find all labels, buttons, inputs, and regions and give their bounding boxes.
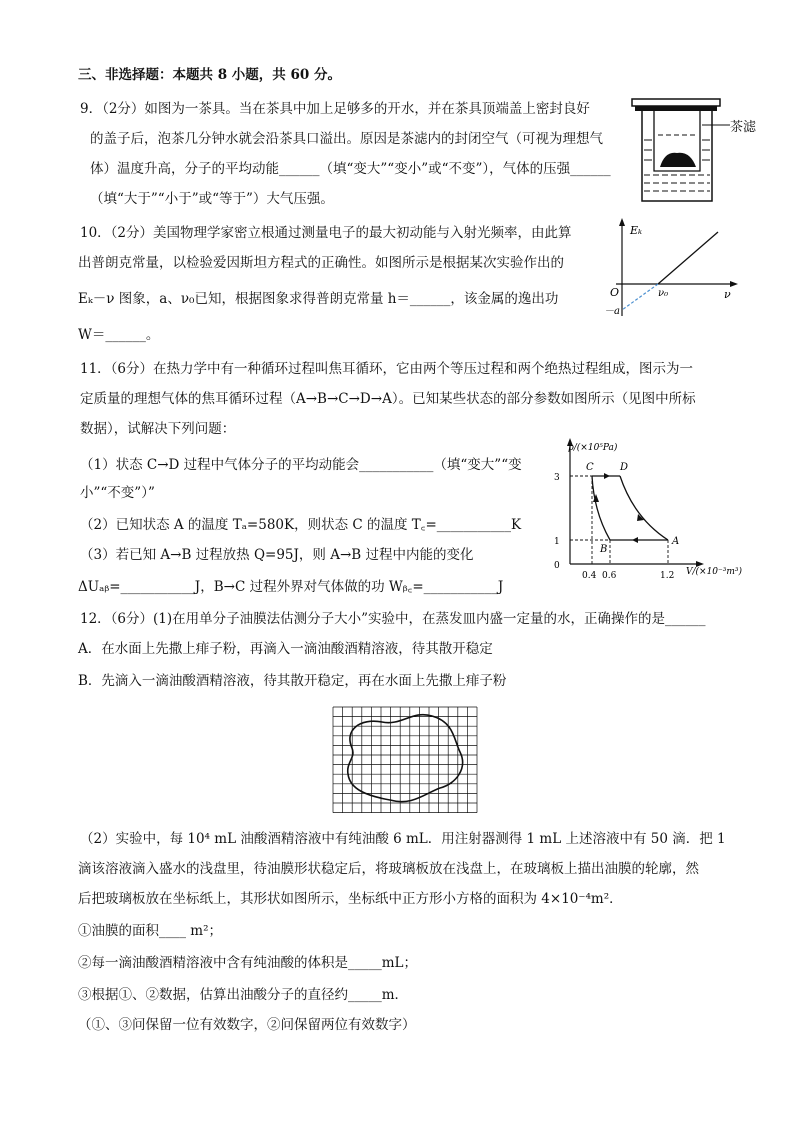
x-tick-12: 1.2 bbox=[660, 571, 675, 581]
x-tick-04: 0.4 bbox=[582, 571, 597, 581]
q11-sub-1b: 小”“不变”）” bbox=[80, 485, 155, 501]
oil-film-grid-figure bbox=[330, 704, 480, 814]
ek-v-graph bbox=[600, 212, 740, 324]
q9-line-4: （填“大于”“小于”或“等于”）大气压强。 bbox=[90, 191, 334, 207]
neg-a-label: －a bbox=[604, 306, 620, 317]
tea-leaves bbox=[660, 153, 696, 167]
ek-axis-label: Eₖ bbox=[630, 224, 643, 237]
q10-line-3: Eₖ－ν 图象，a、ν₀已知，根据图象求得普朗克常量 h＝______，该金属的逸出功 bbox=[78, 291, 559, 307]
q12-option-b: B．先滴入一滴油酸酒精溶液，待其散开稳定，再在水面上先撒上痱子粉 bbox=[78, 673, 507, 689]
q12-line-1: 12．（6分）(1)在用单分子油膜法估测分子大小”实验中，在蒸发皿内盛一定量的水，正确操作的是______ bbox=[80, 611, 706, 627]
point-b-label: B bbox=[600, 544, 608, 555]
section-title: 三、非选择题：本题共 8 小题，共 60 分。 bbox=[78, 67, 341, 83]
q9-line-2: 的盖子后，泡茶几分钟水就会沿茶具口溢出。原因是茶滤内的封闭空气（可视为理想气 bbox=[90, 131, 603, 147]
y-tick-3: 3 bbox=[554, 473, 560, 483]
q10-line-4: W＝______。 bbox=[78, 327, 160, 343]
q9-line-3: 体）温度升高，分子的平均动能______（填“变大”“变小”或“不变”），气体的压强______ bbox=[90, 161, 611, 177]
origin-label: O bbox=[610, 286, 620, 299]
x-tick-06: 0.6 bbox=[602, 571, 617, 581]
q10-line-2: 出普朗克常量，以检验爱因斯坦方程式的正确性。如图所示是根据某次实验作出的 bbox=[78, 255, 564, 271]
q10-line-1: 10．（2分）美国物理学家密立根通过测量电子的最大初动能与入射光频率，由此算 bbox=[80, 225, 572, 241]
tea-filter-label: 茶滤 bbox=[730, 120, 757, 135]
point-a-label: A bbox=[672, 536, 680, 547]
q12-item-3: ③根据①、②数据，估算出油酸分子的直径约_____m． bbox=[78, 987, 409, 1003]
q12-note: （①、③问保留一位有效数字，②问保留两位有效数字） bbox=[78, 1017, 416, 1033]
y-tick-1: 1 bbox=[554, 537, 560, 547]
q11-line-3: 数据），试解决下列问题： bbox=[80, 421, 236, 437]
q12-item-1: ①油膜的面积____ m²； bbox=[78, 923, 223, 939]
p-axis-label: p/(×10⁵Pa) bbox=[568, 443, 618, 453]
oil-film-outline bbox=[348, 715, 463, 802]
q12-part2-line-1: （2）实验中，每 10⁴ mL 油酸酒精溶液中有纯油酸 6 mL．用注射器测得 1 mL 上述溶液中有 50 滴．把 1 bbox=[80, 831, 726, 847]
q9-line-1: 9．（2分）如图为一茶具。当在茶具中加上足够多的开水，并在茶具顶端盖上密封良好 bbox=[80, 101, 590, 117]
q11-sub-1a: （1）状态 C→D 过程中气体分子的平均动能会___________（填“变大”“变 bbox=[80, 457, 522, 473]
nu0-label: ν₀ bbox=[658, 288, 669, 299]
pv-graph bbox=[548, 432, 770, 582]
y-tick-0: 0 bbox=[554, 561, 560, 571]
q12-part2-line-2: 滴该溶液滴入盛水的浅盘里，待油膜形状稳定后，将玻璃板放在浅盘上，在玻璃板上描出油膜的轮廓，然 bbox=[78, 861, 699, 877]
q12-item-2: ②每一滴油酸酒精溶液中含有纯油酸的体积是_____mL； bbox=[78, 955, 418, 971]
q11-sub-2: （2）已知状态 A 的温度 Tₐ=580K，则状态 C 的温度 T꜀=___________K bbox=[80, 517, 522, 533]
q11-sub-3b: ΔUₐᵦ=___________J，B→C 过程外界对气体做的功 Wᵦ꜀=___________J bbox=[78, 579, 504, 595]
q11-line-2: 定质量的理想气体的焦耳循环过程（A→B→C→D→A）。已知某些状态的部分参数如图所示（见图中所标 bbox=[80, 391, 696, 407]
q11-sub-3a: （3）若已知 A→B 过程放热 Q=95J，则 A→B 过程中内能的变化 bbox=[80, 547, 474, 563]
teapot-figure bbox=[630, 95, 765, 205]
v-axis-label: V/(×10⁻³m³) bbox=[686, 567, 743, 577]
q11-line-1: 11．（6分）在热力学中有一种循环过程叫焦耳循环，它由两个等压过程和两个绝热过程组成，图示为一 bbox=[80, 361, 694, 377]
nu-axis-label: ν bbox=[724, 288, 731, 301]
q12-option-a: A．在水面上先撒上痱子粉，再滴入一滴油酸酒精溶液，待其散开稳定 bbox=[78, 641, 493, 657]
q12-part2-line-3: 后把玻璃板放在坐标纸上，其形状如图所示，坐标纸中正方形小方格的面积为 4×10⁻⁴m²． bbox=[78, 891, 623, 907]
point-c-label: C bbox=[586, 462, 594, 473]
point-d-label: D bbox=[620, 462, 629, 473]
